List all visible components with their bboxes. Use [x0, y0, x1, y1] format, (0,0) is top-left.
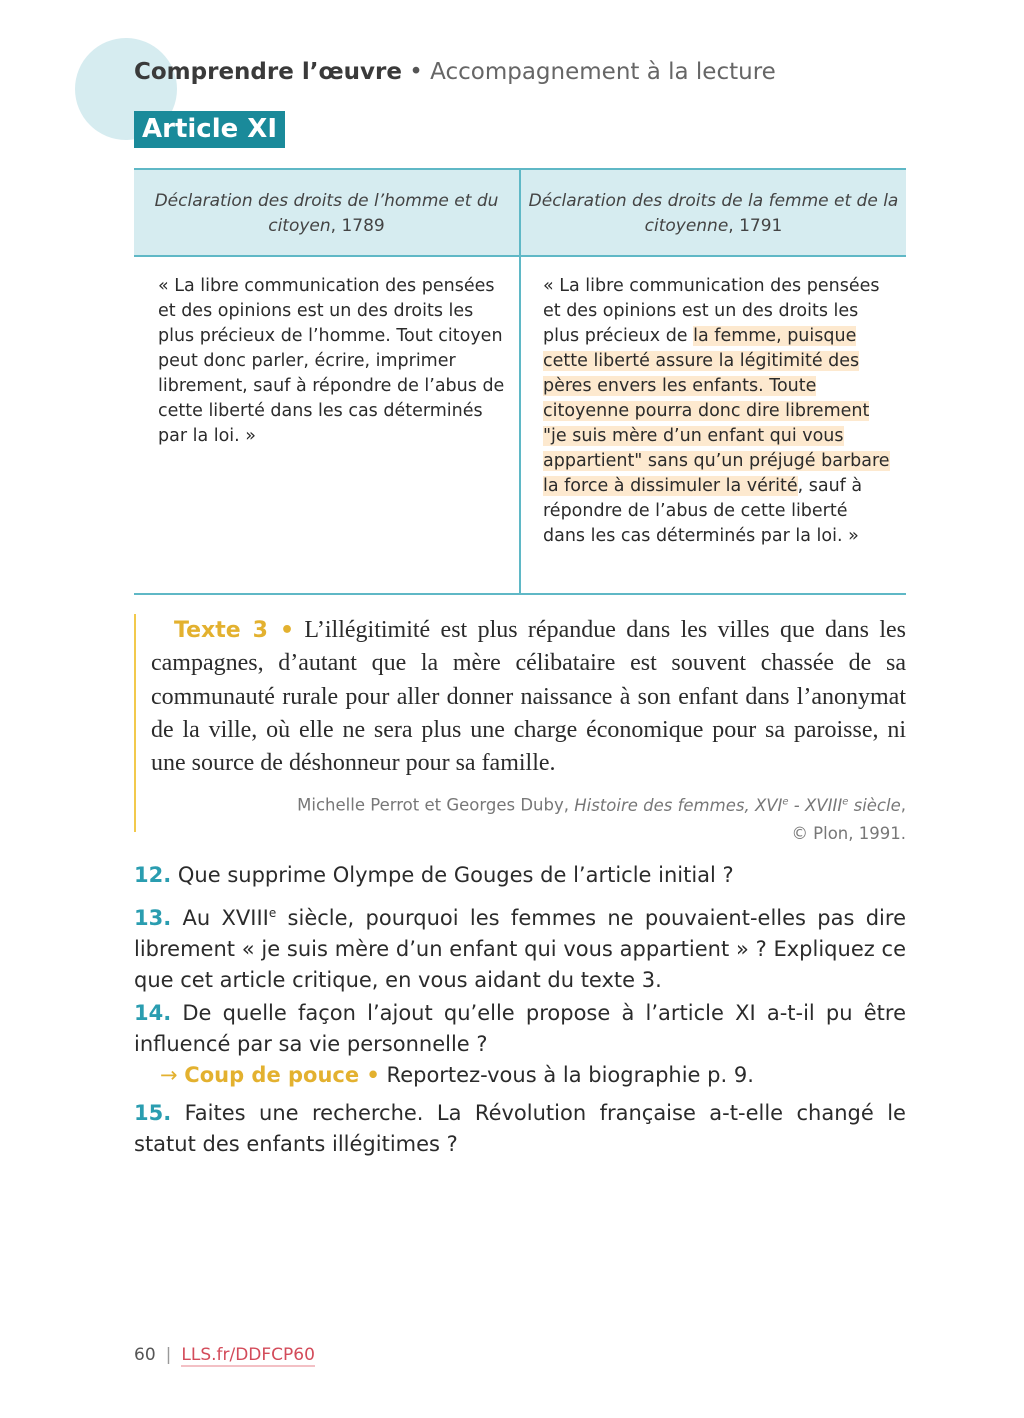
- column-header-year: , 1789: [330, 216, 385, 236]
- question-number: 12.: [134, 863, 172, 887]
- question-number: 14.: [134, 1001, 172, 1025]
- article-text-1789: « La libre communication des pensées et des opinions est un des droits les plus précieux de l’homme. Tout citoyen peut donc parler, écrire, imprimer librement, sauf à répondre de l’abus de cette liberté dans les cas déterminés par la loi. »: [158, 276, 505, 446]
- running-header: [134, 56, 776, 88]
- column-header-1789: [134, 189, 519, 239]
- subsection-title: Accompagnement à la lecture: [430, 59, 776, 85]
- question-text: Faites une recherche. La Révolution française a-t-elle changé le statut des enfants illégitimes ?: [134, 1101, 906, 1156]
- header-separator: •: [409, 59, 423, 85]
- hint-text: Reportez-vous à la biographie p. 9.: [386, 1063, 754, 1087]
- article-title: Article XI: [134, 111, 285, 148]
- question-12: [134, 860, 906, 891]
- question-14: [134, 998, 906, 1060]
- question-text: Au XVIIIe siècle, pourquoi les femmes ne pouvaient-elles pas dire librement « je suis mère d’un enfant qui vous appartient » ? Expliquez ce que cet article critique, en vous aidant du texte 3.: [134, 906, 906, 992]
- texte-3-excerpt: [134, 614, 907, 843]
- column-header-1791: [521, 189, 906, 239]
- comparison-table: [134, 168, 906, 595]
- section-title: Comprendre l’œuvre: [134, 59, 402, 85]
- footer-link[interactable]: LLS.fr/DDFCP60: [181, 1345, 315, 1365]
- question-text: Que supprime Olympe de Gouges de l’article initial ?: [177, 863, 734, 887]
- text-before-highlight: « La libre communication des pensées et des opinions est un des droits les plus précieux de: [543, 276, 880, 346]
- footer-separator: |: [165, 1345, 172, 1365]
- hint-label: Coup de pouce •: [184, 1063, 380, 1087]
- question-number: 15.: [134, 1101, 172, 1125]
- highlighted-addition: la femme, puisque cette liberté assure la légitimité des pères envers les enfants. Toute citoyenne pourra donc dire librement "je suis mère d’un enfant qui vous appartient" sans qu’un préjugé barbare la force à dissimuler la vérité: [543, 326, 890, 496]
- hint-line: [160, 1060, 754, 1091]
- source-authors: Michelle Perrot et Georges Duby,: [297, 795, 569, 815]
- excerpt-body: [151, 614, 906, 780]
- question-15: [134, 1098, 906, 1160]
- article-text-1791: [543, 274, 893, 549]
- excerpt-text: L’illégitimité est plus répandue dans les villes que dans les campagnes, d’autant que la mère célibataire est souvent chassée de sa communauté rurale pour aller donner naissance à son enfant dans l’anonymat de la ville, où elle ne sera plus une charge économique pour sa paroisse, ni une source de déshonneur pour sa famille.: [151, 617, 907, 777]
- arrow-icon: →: [160, 1063, 178, 1087]
- quote-bar: [134, 614, 136, 832]
- source-publisher: © Plon, 1991.: [791, 823, 906, 843]
- excerpt-source: Michelle Perrot et Georges Duby, Histoire des femmes, XVIe - XVIIIe siècle, © Plon, 1991.: [297, 795, 906, 843]
- question-number: 13.: [134, 906, 172, 930]
- column-header-year: , 1791: [728, 216, 783, 236]
- source-title: Histoire des femmes, XVIe - XVIIIe siècle: [574, 795, 901, 815]
- page-footer: [134, 1342, 315, 1368]
- column-header-title: Déclaration des droits de la femme et de la citoyenne: [528, 191, 899, 236]
- text-after-highlight: , sauf à répondre de l’abus de cette liberté dans les cas déterminés par la loi. »: [543, 476, 863, 546]
- column-header-title: Déclaration des droits de l’homme et du citoyen: [154, 191, 499, 236]
- question-13: [134, 898, 906, 996]
- page-number: 60: [134, 1345, 156, 1365]
- excerpt-label: Texte 3 •: [174, 618, 295, 643]
- question-text: De quelle façon l’ajout qu’elle propose à l’article XI a-t-il pu être influencé par sa vie personnelle ?: [134, 1001, 906, 1056]
